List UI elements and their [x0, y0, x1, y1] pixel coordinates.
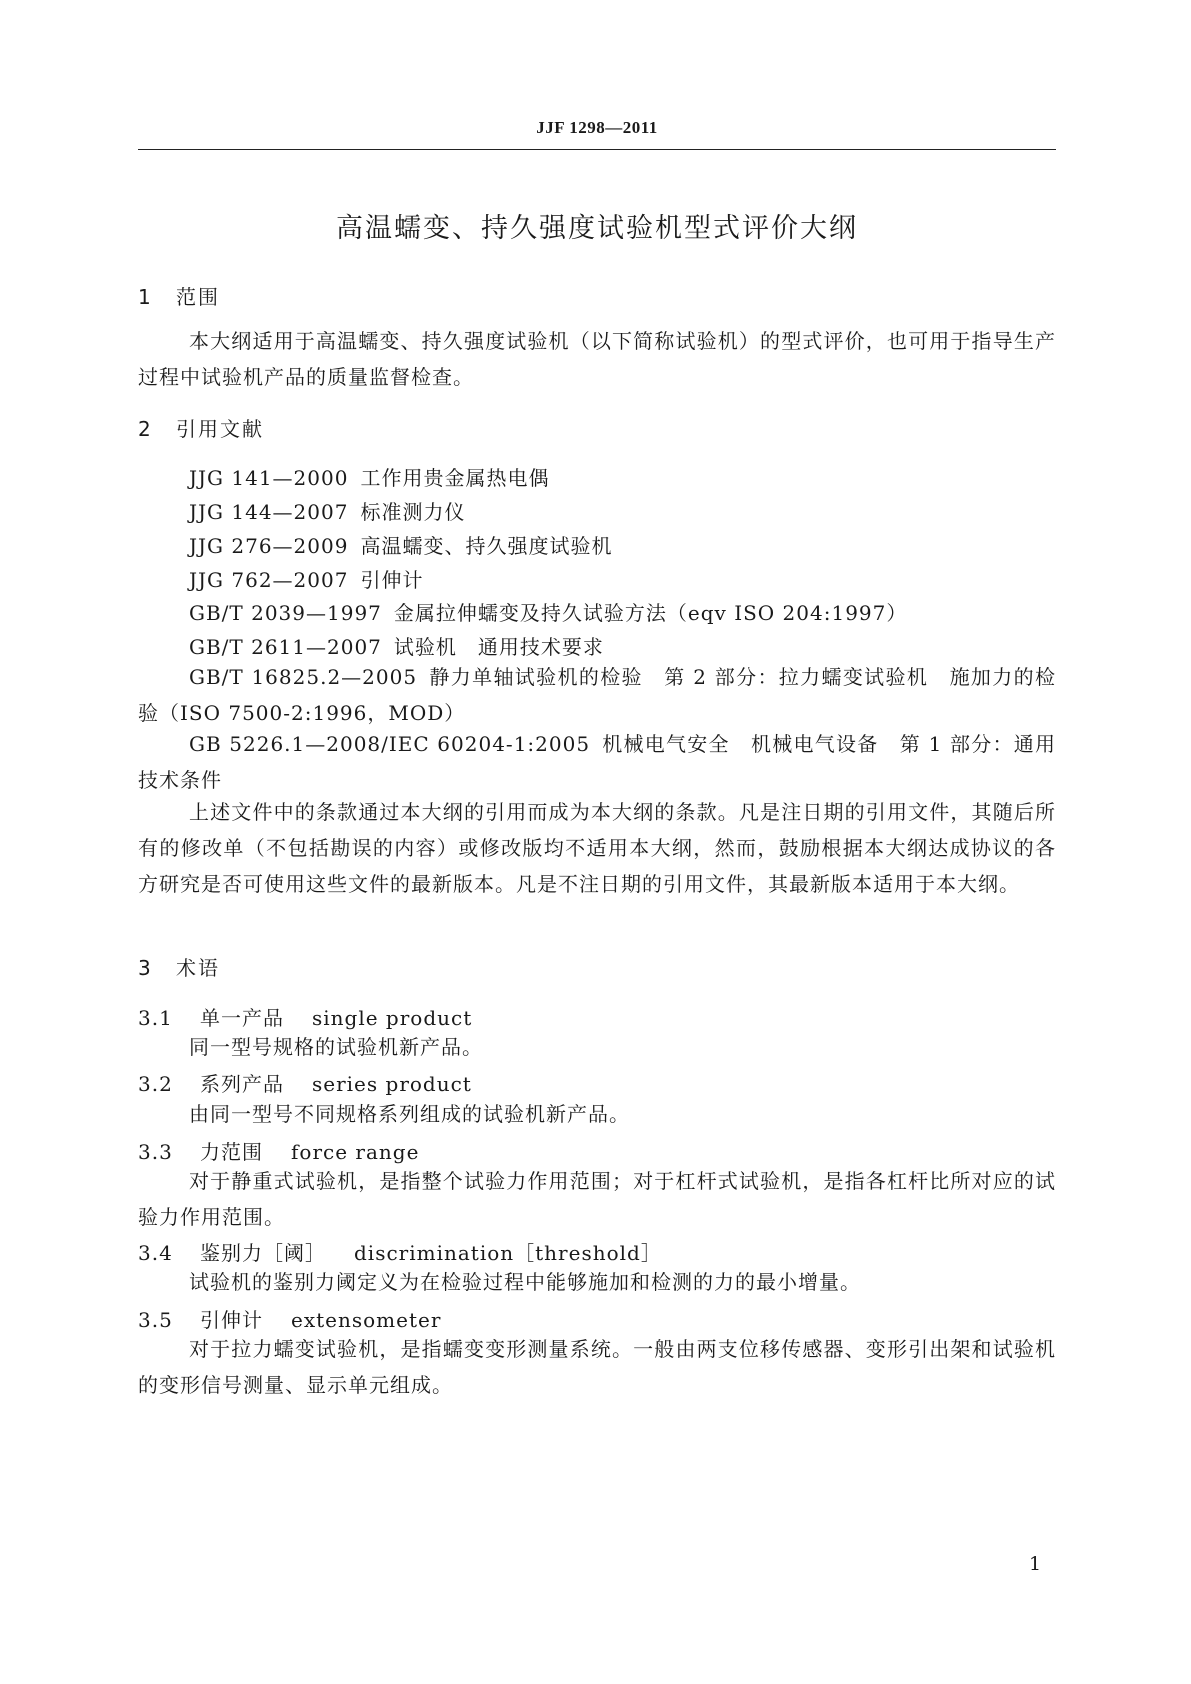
reference-title: 标准测力仪	[360, 500, 466, 524]
term-number: 3.4	[138, 1241, 173, 1265]
reference-item	[138, 659, 1056, 731]
term-zh: 鉴别力［阈］	[200, 1241, 326, 1265]
reference-item	[138, 726, 1056, 798]
page-number: 1	[1029, 1553, 1042, 1575]
scope-paragraph: 本大纲适用于高温蠕变、持久强度试验机（以下简称试验机）的型式评价，也可用于指导生产过程中试验机产品的质量监督检查。	[138, 329, 1056, 389]
term-number: 3.3	[138, 1140, 173, 1164]
term-zh: 单一产品	[200, 1006, 284, 1030]
section-title: 引用文献	[176, 417, 264, 441]
reference-code: JJG 276—2009	[189, 534, 349, 558]
term-heading	[138, 1136, 419, 1165]
section-title: 术语	[176, 956, 220, 980]
term-heading	[138, 1237, 662, 1266]
running-header: JJF 1298—2011	[536, 118, 658, 137]
term-en: single product	[312, 1006, 473, 1030]
term-zh: 引伸计	[200, 1308, 263, 1332]
reference-code: GB/T 16825.2—2005	[189, 665, 418, 689]
term-definition: 试验机的鉴别力阈定义为在检验过程中能够施加和检测的力的最小增量。	[189, 1270, 861, 1294]
reference-title: 引伸计	[360, 568, 424, 592]
document-title: 高温蠕变、持久强度试验机型式评价大纲	[336, 213, 858, 244]
reference-title: 工作用贵金属热电偶	[360, 466, 550, 490]
reference-title: 机械电气安全 机械电气设备 第 1 部分：通用技术条件	[138, 732, 1056, 792]
reference-code: JJG 762—2007	[189, 568, 349, 592]
reference-title: 静力单轴试验机的检验 第 2 部分：拉力蠕变试验机 施加力的检验（ISO 7500-2:1996，MOD）	[138, 665, 1056, 725]
reference-item	[189, 631, 1056, 660]
term-definition: 对于拉力蠕变试验机，是指蠕变变形测量系统。一般由两支位移传感器、变形引出架和试验机的变形信号测量、显示单元组成。	[138, 1337, 1056, 1397]
term-zh: 系列产品	[200, 1072, 284, 1096]
term-en: force range	[291, 1140, 420, 1164]
reference-code: GB/T 2611—2007	[189, 635, 382, 659]
term-definition: 对于静重式试验机，是指整个试验力作用范围；对于杠杆式试验机，是指各杠杆比所对应的试验力作用范围。	[138, 1169, 1056, 1229]
reference-code: JJG 144—2007	[189, 500, 349, 524]
reference-code: JJG 141—2000	[189, 466, 349, 490]
term-definition: 由同一型号不同规格系列组成的试验机新产品。	[189, 1102, 630, 1126]
reference-code: GB/T 2039—1997	[189, 601, 382, 625]
term-number: 3.1	[138, 1006, 173, 1030]
reference-title: 高温蠕变、持久强度试验机	[360, 534, 613, 558]
reference-item	[189, 530, 1056, 559]
reference-title: 金属拉伸蠕变及持久试验方法（eqv ISO 204:1997）	[393, 601, 908, 625]
section-title: 范围	[176, 285, 220, 309]
section-heading-scope	[138, 281, 220, 310]
term-en: extensometer	[291, 1308, 442, 1332]
term-heading	[138, 1068, 472, 1097]
section-number: 1	[138, 285, 153, 309]
term-en: discrimination［threshold］	[354, 1241, 662, 1265]
term-zh: 力范围	[200, 1140, 263, 1164]
reference-item	[189, 496, 1056, 525]
reference-title: 试验机 通用技术要求	[393, 635, 604, 659]
reference-item	[189, 462, 1056, 491]
term-heading	[138, 1002, 472, 1031]
reference-item	[189, 564, 1056, 593]
term-en: series product	[312, 1072, 472, 1096]
header-rule	[138, 149, 1056, 150]
references-note-paragraph: 上述文件中的条款通过本大纲的引用而成为本大纲的条款。凡是注日期的引用文件，其随后所有的修改单（不包括勘误的内容）或修改版均不适用本大纲，然而，鼓励根据本大纲达成协议的各方研究是否可使用这些文件的最新版本。凡是不注日期的引用文件，其最新版本适用于本大纲。	[138, 800, 1056, 896]
section-heading-references	[138, 413, 264, 442]
reference-code: GB 5226.1—2008/IEC 60204-1:2005	[189, 732, 591, 756]
section-heading-terms	[138, 952, 220, 981]
term-heading	[138, 1304, 441, 1333]
term-number: 3.5	[138, 1308, 173, 1332]
section-number: 2	[138, 417, 153, 441]
term-definition: 同一型号规格的试验机新产品。	[189, 1035, 483, 1059]
reference-item	[189, 597, 1056, 626]
section-number: 3	[138, 956, 153, 980]
term-number: 3.2	[138, 1072, 173, 1096]
